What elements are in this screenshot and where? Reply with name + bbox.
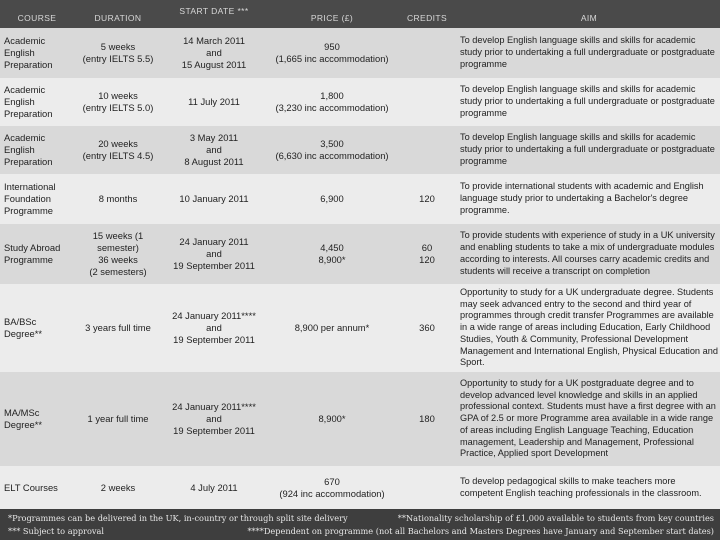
credits-cell: 180 <box>419 413 435 424</box>
table-header <box>0 0 720 28</box>
header-price: PRICE (£) <box>310 13 354 23</box>
table-row <box>0 224 720 284</box>
price-cell: 1,800 (3,230 inc accommodation) <box>275 90 389 113</box>
course-cell: Academic English Preparation <box>4 132 53 167</box>
table-row <box>0 372 720 466</box>
aim-cell: To develop pedagogical skills to make teachers more competent English teaching professionals in the classroom. <box>460 475 702 498</box>
footnote-dependent: ****Dependent on programme (not all Bachelors and Masters Degrees have January and September start dates) <box>247 526 714 536</box>
footnote-scholarship: **Nationality scholarship of £1,000 available to students from key countries <box>397 513 714 523</box>
duration-cell: 3 years full time <box>85 322 151 333</box>
aim-cell: Opportunity to study for a UK postgraduate degree and to develop advanced level knowledge and skills in an applied professional context. Students must have a first degree with an GPA of 2.5 or more Programme area available in a wide range of areas including English Language Teaching, Education management, Leadership and Management, Professional Practice, Applied sport Development <box>460 377 716 459</box>
header-aim: AIM <box>580 13 598 23</box>
course-cell: Academic English Preparation <box>4 84 53 119</box>
aim-cell: To develop English language skills and skills for academic study prior to undertaking a full undergraduate or postgraduate programme <box>460 84 715 118</box>
price-cell: 4,450 8,900* <box>318 242 346 265</box>
start-date-cell: 24 January 2011**** and 19 September 2011 <box>172 310 256 345</box>
credits-cell <box>400 126 454 174</box>
start-date-cell: 10 January 2011 <box>179 193 249 204</box>
start-date-cell: 3 May 2011 and 8 August 2011 <box>184 132 244 167</box>
course-cell: ELT Courses <box>4 481 58 493</box>
course-cell: BA/BSc Degree** <box>4 316 43 339</box>
price-cell: 670 (924 inc accommodation) <box>279 475 385 499</box>
course-cell: International Foundation Programme <box>4 181 56 216</box>
credits-cell: 60 120 <box>419 242 435 265</box>
start-date-cell: 4 July 2011 <box>190 481 238 493</box>
header-course: COURSE <box>17 13 57 23</box>
credits-cell: 120 <box>419 193 435 204</box>
table-row <box>0 284 720 372</box>
duration-cell: 1 year full time <box>87 413 149 424</box>
duration-cell: 20 weeks (entry IELTS 4.5) <box>82 138 154 161</box>
table-row <box>0 78 720 126</box>
header-duration: DURATION <box>94 13 142 23</box>
table-row <box>0 28 720 78</box>
credits-cell <box>400 28 454 78</box>
header-credits: CREDITS <box>406 13 448 23</box>
aim-cell: To develop English language skills and skills for academic study prior to undertaking a full undergraduate or postgraduate programme <box>460 35 715 69</box>
start-date-cell: 14 March 2011 and 15 August 2011 <box>181 35 247 70</box>
credits-cell <box>400 78 454 126</box>
footnote-approval: *** Subject to approval <box>8 526 105 536</box>
aim-cell: To provide international students with academic and English language study prior to undertaking a Bachelor's degree programme. <box>460 181 704 215</box>
header-start-date: START DATE *** <box>179 6 249 16</box>
duration-cell: 10 weeks (entry IELTS 5.0) <box>82 90 154 113</box>
duration-cell: 15 weeks (1 semester) 36 weeks (2 semesters) <box>89 230 147 277</box>
price-cell: 8,900* <box>318 413 346 424</box>
start-date-cell: 24 January 2011**** and 19 September 2011 <box>172 401 256 436</box>
credits-cell <box>400 466 454 509</box>
credits-cell: 360 <box>419 322 435 333</box>
table-row <box>0 466 720 509</box>
footnotes <box>0 509 720 540</box>
start-date-cell: 24 January 2011 and 19 September 2011 <box>173 236 255 271</box>
duration-cell: 5 weeks (entry IELTS 5.5) <box>82 41 154 64</box>
table-row <box>0 174 720 224</box>
aim-cell: To provide students with experience of study in a UK university and enabling students to take a mix of undergraduate modules according to interests. All courses carry academic credits and students will receive a transcript on completion <box>460 230 715 276</box>
price-cell: 8,900 per annum* <box>294 322 370 333</box>
duration-cell: 2 weeks <box>100 481 136 493</box>
price-cell: 3,500 (6,630 inc accommodation) <box>275 138 389 161</box>
aim-cell: To develop English language skills and skills for academic study prior to undertaking a full undergraduate or postgraduate programme <box>460 132 715 166</box>
start-date-cell: 11 July 2011 <box>188 96 240 107</box>
aim-cell: Opportunity to study for a UK undergraduate degree. Students may seek advanced entry to the second and third year of programmes through credit transfer Programmes are available in a wide range of areas including Education, Early Childhood Studies, Youth & Community, Professional Development Management and International English, Physical Education and Sport. <box>460 286 718 368</box>
course-cell: Academic English Preparation <box>4 35 53 70</box>
price-cell: 6,900 <box>320 193 344 204</box>
footnote-delivery: *Programmes can be delivered in the UK, in-country or through split site delivery <box>8 513 348 523</box>
course-cell: MA/MSc Degree** <box>4 407 43 430</box>
course-cell: Study Abroad Programme <box>4 242 61 265</box>
duration-cell: 8 months <box>98 193 138 204</box>
table-row <box>0 126 720 174</box>
price-cell: 950 (1,665 inc accommodation) <box>275 41 389 64</box>
